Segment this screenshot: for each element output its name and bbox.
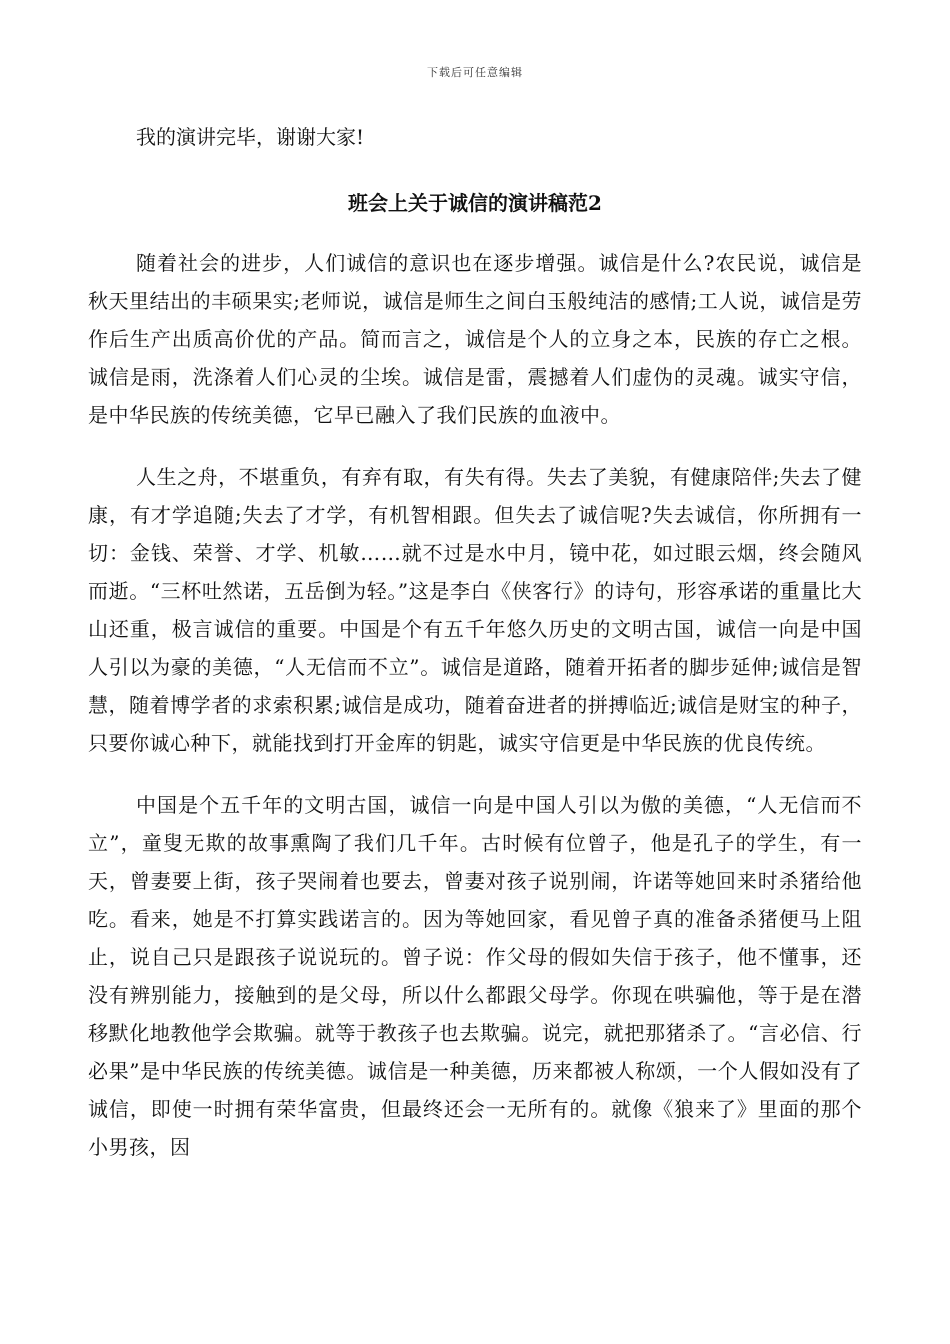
document-body bbox=[88, 118, 862, 1190]
paragraph-2: 人生之舟，不堪重负，有弃有取，有失有得。失去了美貌，有健康陪伴;失去了健康，有才学追随;失去了才学，有机智相跟。但失去了诚信呢?失去诚信，你所拥有一切：金钱、荣誉、才学、机敏……就不过是水中月，镜中花，如过眼云烟，终会随风而逝。“三杯吐然诺，五岳倒为轻。”这是李白《侠客行》的诗句，形容承诺的重量比大山还重，极言诚信的重要。中国是个有五千年悠久历史的文明古国，诚信一向是中国人引以为豪的美德，“人无信而不立”。诚信是道路，随着开拓者的脚步延伸;诚信是智慧，随着博学者的求索积累;诚信是成功，随着奋进者的拼搏临近;诚信是财宝的种子，只要你诚心种下，就能找到打开金库的钥匙，诚实守信更是中华民族的优良传统。 bbox=[88, 465, 862, 755]
document-title: 班会上关于诚信的演讲稿范2 bbox=[348, 191, 602, 215]
paragraph-1: 随着社会的进步，人们诚信的意识也在逐步增强。诚信是什么?农民说，诚信是秋天里结出的丰硕果实;老师说，诚信是师生之间白玉般纯洁的感情;工人说，诚信是劳作后生产出质高价优的产品。简而言之，诚信是个人的立身之本，民族的存亡之根。诚信是雨，洗涤着人们心灵的尘埃。诚信是雷，震撼着人们虚伪的灵魂。诚实守信，是中华民族的传统美德，它早已融入了我们民族的血液中。 bbox=[88, 251, 862, 427]
closing-line: 我的演讲完毕，谢谢大家! bbox=[136, 125, 365, 149]
page-header-note: 下载后可任意编辑 bbox=[427, 66, 523, 79]
paragraph-3: 中国是个五千年的文明古国，诚信一向是中国人引以为傲的美德，“人无信而不立”，童叟无欺的故事熏陶了我们几千年。古时候有位曾子，他是孔子的学生，有一天，曾妻要上街，孩子哭闹着也要去，曾妻对孩子说别闹，许诺等她回来时杀猪给他吃。看来，她是不打算实践诺言的。因为等她回家，看见曾子真的准备杀猪便马上阻止，说自己只是跟孩子说说玩的。曾子说：作父母的假如失信于孩子，他不懂事，还没有辨别能力，接触到的是父母，所以什么都跟父母学。你现在哄骗他，等于是在潜移默化地教他学会欺骗。就等于教孩子也去欺骗。说完，就把那猪杀了。“言必信、行必果”是中华民族的传统美德。诚信是一种美德，历来都被人称颂，一个人假如没有了诚信，即使一时拥有荣华富贵，但最终还会一无所有的。就像《狼来了》里面的那个小男孩，因 bbox=[88, 793, 862, 1159]
